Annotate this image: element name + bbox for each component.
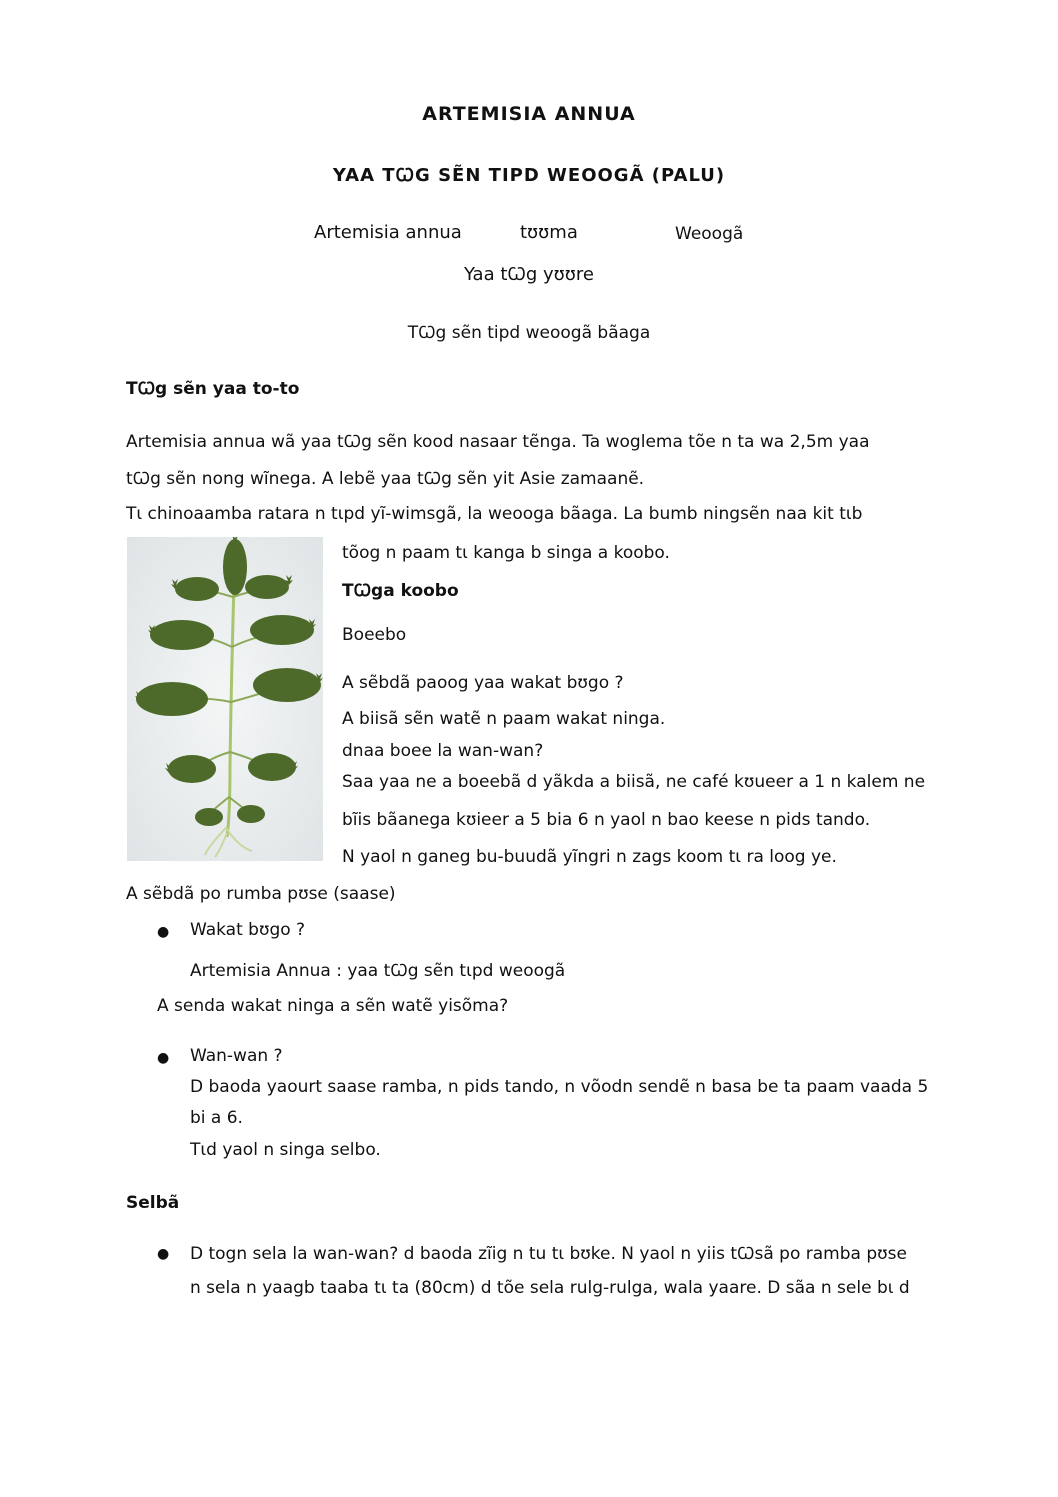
bullet-text: Artemisia Annua : yaa tꞶg sẽn tɩpd weoogã [190, 961, 566, 981]
label-yuure: Yaa tꞶg yʊʊre [464, 264, 594, 285]
paragraph-line: tꞶg sẽn nong wĩnega. A lebẽ yaa tꞶg sẽn yit Asie zamaanẽ. [126, 469, 645, 489]
bullet-icon: ● [157, 1246, 170, 1262]
artemisia-plant-image [127, 537, 323, 861]
label-tuuma: tʊʊma [520, 222, 578, 243]
answer-line: Saa yaa ne a boeebã d yãkda a biisã, ne café kʊueer a 1 n kalem ne [342, 772, 926, 792]
answer-line: N yaol n ganeg bu-buudã yĩngri n zags koom tɩ ra loog ye. [342, 847, 837, 867]
bullet-title: Wan-wan ? [190, 1046, 283, 1066]
section-heading-sebda: A sẽbdã po rumba pʊse (saase) [126, 884, 396, 904]
question-line: A senda wakat ninga a sẽn watẽ yisõma? [157, 996, 509, 1016]
section-heading-selba: Selbã [126, 1193, 180, 1213]
bullet-icon: ● [157, 924, 170, 940]
bullet-text: D baoda yaourt saase ramba, n pids tando, n võodn sendẽ n basa be ta paam vaada 5 [190, 1077, 929, 1097]
subheading-boeebo: Boeebo [342, 625, 407, 645]
bullet-title: Wakat bʊgo ? [190, 920, 306, 940]
paragraph-line: Artemisia annua wã yaa tꞶg sẽn kood nasaar tẽnga. Ta woglema tõe n ta wa 2,5m yaa [126, 432, 870, 452]
paragraph-line: tõog n paam tɩ kanga b singa a koobo. [342, 543, 670, 563]
answer-line: A biisã sẽn watẽ n paam wakat ninga. [342, 709, 666, 729]
bullet-icon: ● [157, 1050, 170, 1066]
label-weooga: Weoogã [675, 224, 744, 244]
document-title: ARTEMISIA ANNUA [422, 103, 636, 125]
question-line: A sẽbdã paoog yaa wakat bʊgo ? [342, 673, 624, 693]
label-baaga: TꞶg sẽn tipd weoogã bãaga [407, 323, 651, 343]
answer-line: bĩis bãanega kʊieer a 5 bia 6 n yaol n bao keese n pids tando. [342, 810, 871, 830]
paragraph-line: Tɩ chinoaamba ratara n tɩpd yĩ-wimsgã, la weooga bãaga. La bumb ningsẽn naa kit tɩb [126, 504, 863, 524]
label-artemisia: Artemisia annua [314, 222, 462, 243]
document-subtitle: YAA TꞶG SẼN TIPD WEOOGÃ (PALU) [332, 165, 726, 186]
bullet-text: Tɩd yaol n singa selbo. [190, 1140, 381, 1160]
bullet-text: n sela n yaagb taaba tɩ ta (80cm) d tõe sela rulg-rulga, wala yaare. D sãa n sele bɩ d [190, 1278, 910, 1298]
question-line: dnaa boee la wan-wan? [342, 741, 544, 761]
section-heading-koobo: TꞶga koobo [342, 581, 459, 601]
bullet-text: bi a 6. [190, 1108, 243, 1128]
bullet-text: D togn sela la wan-wan? d baoda zĩig n tu tɩ bʊke. N yaol n yiis tꞶsã po ramba pʊse [190, 1244, 907, 1264]
section-heading-to-to: TꞶg sẽn yaa to-to [126, 379, 300, 399]
